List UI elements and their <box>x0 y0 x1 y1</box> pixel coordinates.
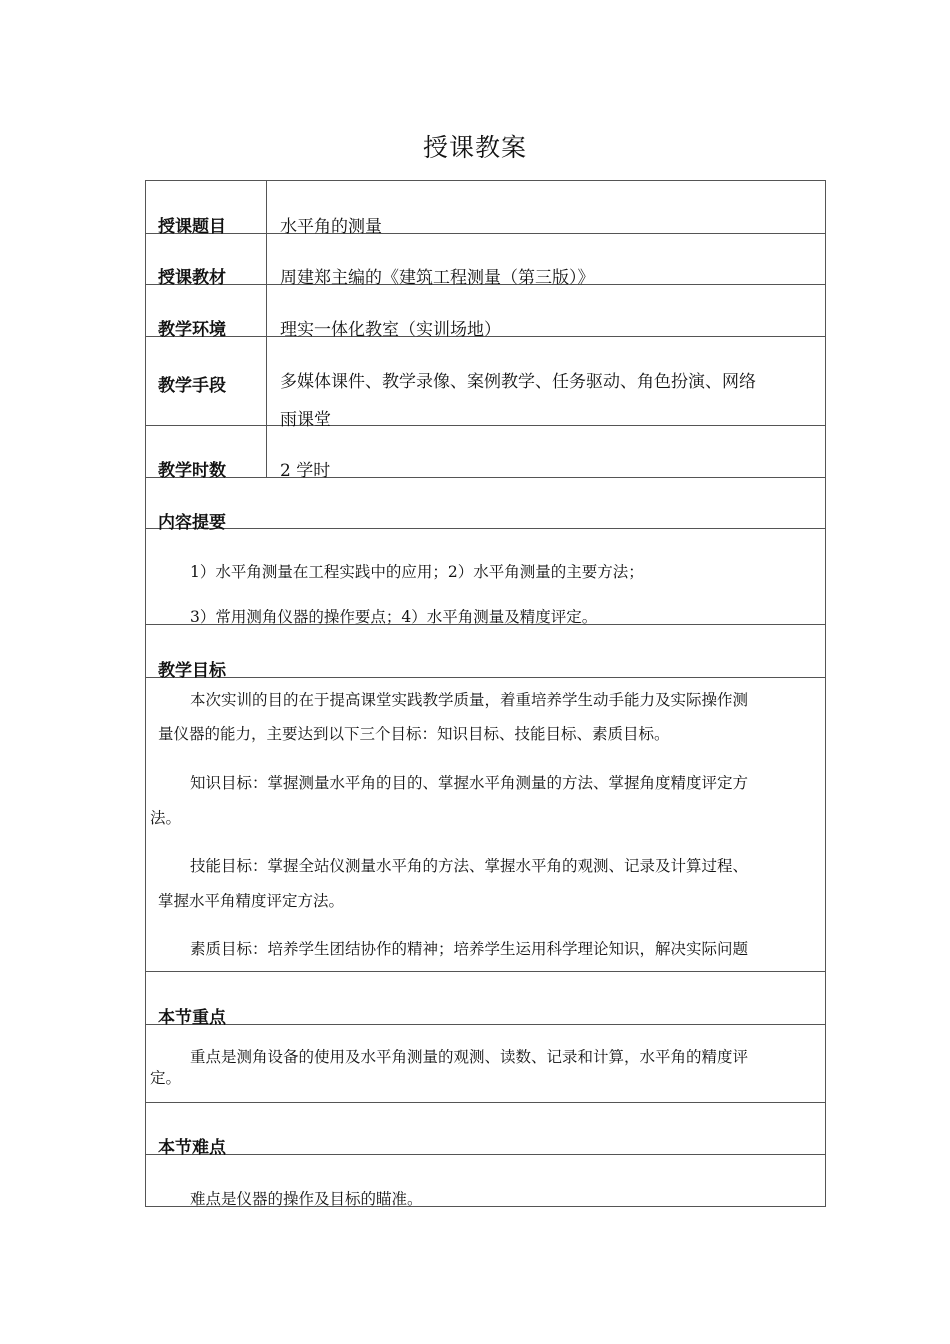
difficulties-line: 难点是仪器的操作及目标的瞄准。 <box>190 1190 423 1208</box>
skill-objective-line: 掌握水平角精度评定方法。 <box>158 892 345 910</box>
methods-value-line2: 雨课堂 <box>280 410 331 430</box>
column-divider <box>266 180 267 477</box>
key-points-line: 定。 <box>150 1069 182 1087</box>
hours-value: 2 学时 <box>280 461 331 481</box>
skill-objective-line: 技能目标：掌握全站仪测量水平角的方法、掌握水平角的观测、记录及计算过程、 <box>190 857 749 875</box>
objectives-intro-line: 本次实训的目的在于提高课堂实践教学质量，着重培养学生动手能力及实际操作测 <box>190 691 749 709</box>
topic-value: 水平角的测量 <box>280 217 382 237</box>
objectives-heading: 教学目标 <box>158 661 226 681</box>
content-summary-line: 3）常用测角仪器的操作要点；4）水平角测量及精度评定。 <box>190 608 598 626</box>
topic-label: 授课题目 <box>158 217 226 237</box>
row-divider <box>145 233 826 234</box>
key-points-line: 重点是测角设备的使用及水平角测量的观测、读数、记录和计算，水平角的精度评 <box>190 1048 749 1066</box>
difficulties-heading: 本节难点 <box>158 1138 226 1158</box>
row-divider <box>145 1102 826 1103</box>
row-divider <box>145 425 826 426</box>
row-divider <box>145 677 826 678</box>
row-divider <box>145 971 826 972</box>
row-divider <box>145 528 826 529</box>
methods-value-line1: 多媒体课件、教学录像、案例教学、任务驱动、角色扮演、网络 <box>280 372 756 392</box>
environment-value: 理实一体化教室（实训场地） <box>280 320 501 340</box>
content-summary-heading: 内容提要 <box>158 513 226 533</box>
textbook-value: 周建郑主编的《建筑工程测量（第三版）》 <box>280 268 595 288</box>
row-divider <box>145 477 826 478</box>
environment-label: 教学环境 <box>158 320 226 340</box>
knowledge-objective-line: 法。 <box>150 809 182 827</box>
methods-label: 教学手段 <box>158 376 226 396</box>
content-summary-line: 1）水平角测量在工程实践中的应用；2）水平角测量的主要方法； <box>190 563 644 581</box>
page-title: 授课教案 <box>422 133 527 162</box>
textbook-label: 授课教材 <box>158 268 226 288</box>
quality-objective-line: 素质目标：培养学生团结协作的精神；培养学生运用科学理论知识，解决实际问题 <box>190 940 749 958</box>
row-divider <box>145 1024 826 1025</box>
key-points-heading: 本节重点 <box>158 1008 226 1028</box>
hours-label: 教学时数 <box>158 461 226 481</box>
objectives-intro-line: 量仪器的能力，主要达到以下三个目标：知识目标、技能目标、素质目标。 <box>158 725 670 743</box>
row-divider <box>145 1154 826 1155</box>
knowledge-objective-line: 知识目标：掌握测量水平角的目的、掌握水平角测量的方法、掌握角度精度评定方 <box>190 774 749 792</box>
